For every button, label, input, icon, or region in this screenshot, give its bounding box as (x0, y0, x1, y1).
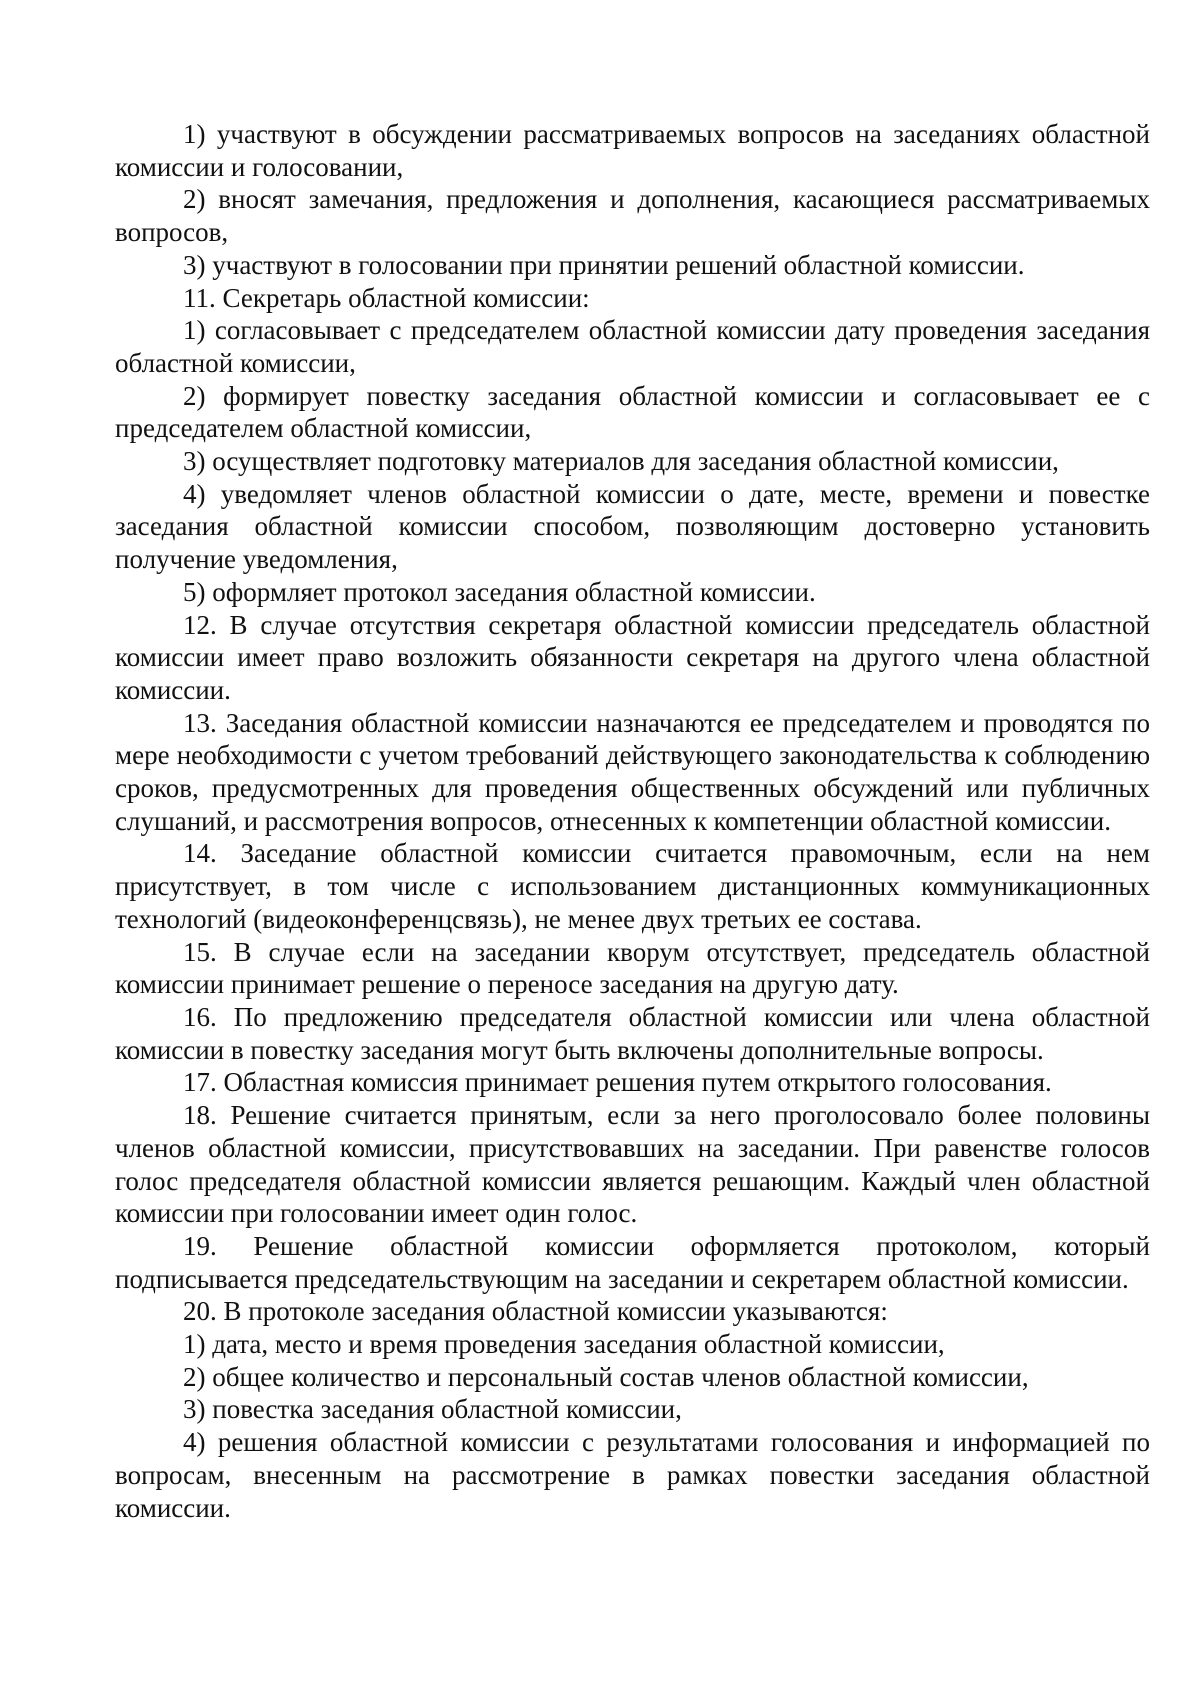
paragraph-16: 16. По предложению председателя областной комиссии или члена областной комиссии в повестку заседания могут быть включены дополнительные вопросы. (115, 1001, 1150, 1065)
paragraph-11-4: 4) уведомляет членов областной комиссии о дате, месте, времени и повестке заседания областной комиссии способом, позволяющим достоверно установить получение уведомления, (115, 478, 1150, 575)
paragraph-10-1: 1) участвуют в обсуждении рассматриваемых вопросов на заседаниях областной комиссии и голосовании, (115, 119, 1150, 182)
paragraph-13: 13. Заседания областной комиссии назначаются ее председателем и проводятся по мере необходимости с учетом требований действующего законодательства к соблюдению сроков, предусмотренных для проведения общественных обсуждений или публичных слушаний, и рассмотрения вопросов, отнесенных к компетенции областной комиссии. (115, 707, 1150, 836)
paragraph-11-1: 1) согласовывает с председателем областной комиссии дату проведения заседания областной комиссии, (115, 315, 1150, 378)
paragraph-20: 20. В протоколе заседания областной комиссии указываются: (183, 1296, 888, 1327)
paragraph-11: 11. Секретарь областной комиссии: (183, 282, 590, 313)
paragraph-11-3: 3) осуществляет подготовку материалов для заседания областной комиссии, (183, 446, 1059, 477)
paragraph-20-3: 3) повестка заседания областной комиссии, (183, 1394, 682, 1425)
document-body (115, 118, 1150, 1524)
paragraph-11-5: 5) оформляет протокол заседания областной комиссии. (183, 576, 816, 607)
paragraph-11-2: 2) формирует повестку заседания областной комиссии и согласовывает ее с председателем областной комиссии, (115, 380, 1150, 444)
paragraph-20-4: 4) решения областной комиссии с результатами голосования и информацией по вопросам, внесенным на рассмотрение в рамках повестки заседания областной комиссии. (115, 1427, 1150, 1523)
paragraph-12: 12. В случае отсутствия секретаря областной комиссии председатель областной комиссии имеет право возложить обязанности секретаря на другого члена областной комиссии. (115, 609, 1150, 705)
paragraph-15: 15. В случае если на заседании кворум отсутствует, председатель областной комиссии принимает решение о переносе заседания на другую дату. (115, 936, 1150, 1000)
paragraph-17: 17. Областная комиссия принимает решения путем открытого голосования. (183, 1067, 1052, 1098)
paragraph-10-2: 2) вносят замечания, предложения и дополнения, касающиеся рассматриваемых вопросов, (115, 184, 1150, 248)
paragraph-18: 18. Решение считается принятым, если за него проголосовало более половины членов областной комиссии, присутствовавших на заседании. При равенстве голосов голос председателя областной комиссии является решающим. Каждый член областной комиссии при голосовании имеет один голос. (115, 1100, 1150, 1229)
paragraph-19: 19. Решение областной комиссии оформляется протоколом, который подписывается председательствующим на заседании и секретарем областной комиссии. (115, 1230, 1150, 1294)
paragraph-10-3: 3) участвуют в голосовании при принятии решений областной комиссии. (183, 249, 1025, 280)
paragraph-20-1: 1) дата, место и время проведения заседания областной комиссии, (183, 1329, 945, 1360)
paragraph-14: 14. Заседание областной комиссии считается правомочным, если на нем присутствует, в том числе с использованием дистанционных коммуникационных технологий (видеоконференцсвязь), не менее двух третьих ее состава. (115, 838, 1150, 934)
paragraph-20-2: 2) общее количество и персональный состав членов областной комиссии, (183, 1361, 1029, 1392)
